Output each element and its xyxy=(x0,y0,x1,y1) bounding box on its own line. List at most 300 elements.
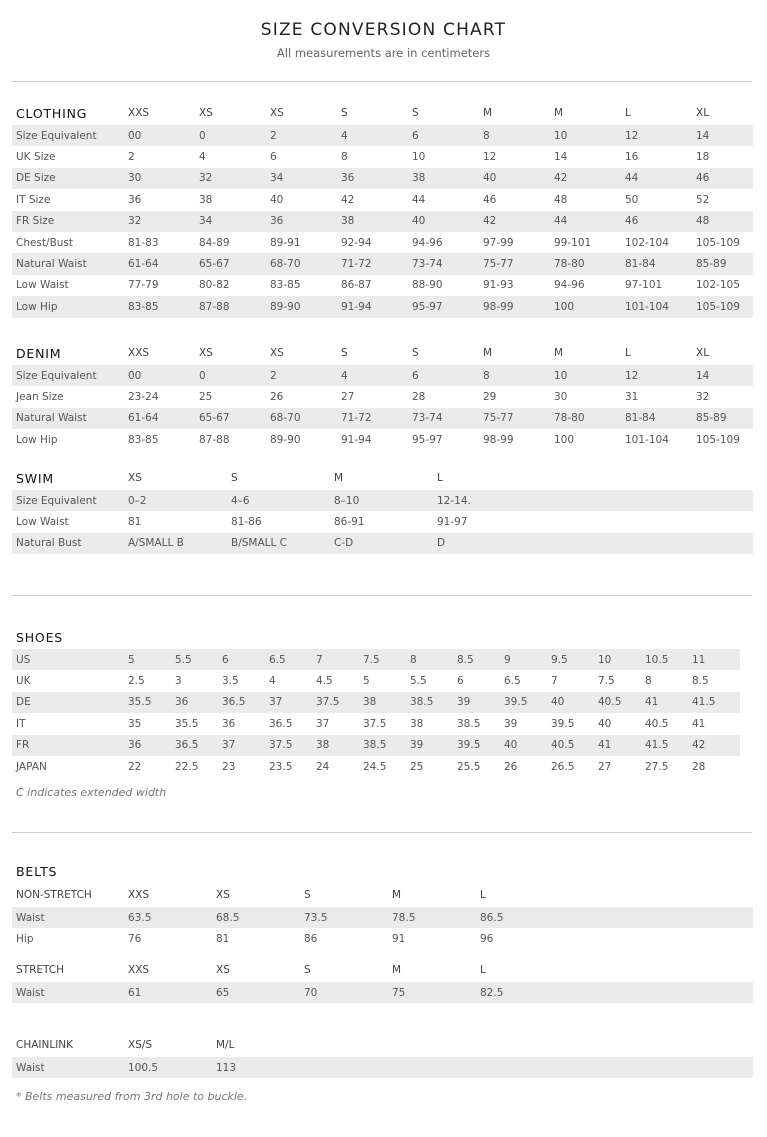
row-value: 37 xyxy=(218,735,265,756)
empty-cell xyxy=(300,859,388,883)
row-value: 6 xyxy=(457,675,464,688)
size-header: XS/S xyxy=(128,1039,153,1051)
row-value: 50 xyxy=(625,193,639,206)
table-row xyxy=(12,907,753,928)
empty-cell xyxy=(500,625,547,649)
row-label: Natural Bust xyxy=(12,533,124,554)
row-value: 38 xyxy=(410,717,424,730)
row-value: 81 xyxy=(128,516,142,529)
size-header: XS xyxy=(216,964,230,976)
row-value: 36 xyxy=(337,168,408,189)
size-header: L xyxy=(625,347,631,359)
row-value: 105-109 xyxy=(696,236,740,249)
row-value: 95-97 xyxy=(412,433,443,446)
row-value: 71-72 xyxy=(337,408,408,429)
row-value: 25.5 xyxy=(457,760,481,773)
size-header: S xyxy=(304,964,311,976)
empty-cell xyxy=(124,625,171,649)
row-value: 26.5 xyxy=(551,760,575,773)
row-value: 8–10 xyxy=(330,490,433,511)
size-header: XS xyxy=(216,889,230,901)
table-row xyxy=(12,982,753,1003)
row-value: 95-97 xyxy=(408,296,479,317)
row-value: 39 xyxy=(406,735,453,756)
empty-cell xyxy=(453,625,500,649)
row-value: 38 xyxy=(337,211,408,232)
row-value: 38.5 xyxy=(457,717,481,730)
empty-cell xyxy=(406,625,453,649)
divider xyxy=(12,595,752,596)
row-value: 37.5 xyxy=(265,735,312,756)
row-value: 38 xyxy=(408,168,479,189)
row-value: 30 xyxy=(554,391,568,404)
empty-cell xyxy=(476,859,753,883)
row-value: 4 xyxy=(199,151,206,164)
row-value: 12 xyxy=(621,365,692,386)
row-value: 102-104 xyxy=(625,236,669,249)
size-header: XXS xyxy=(128,347,150,359)
swim-table xyxy=(12,466,753,554)
row-value: 2 xyxy=(266,125,337,146)
size-header: M xyxy=(392,889,402,901)
row-value: 6 xyxy=(408,125,479,146)
divider xyxy=(12,81,752,82)
section-title: STRETCH xyxy=(16,964,65,976)
size-header: XS xyxy=(128,472,142,484)
row-value: 65-67 xyxy=(195,408,266,429)
row-value: 65-67 xyxy=(195,253,266,274)
row-value: 32 xyxy=(696,391,710,404)
empty-cell xyxy=(212,859,300,883)
empty-cell xyxy=(124,859,212,883)
empty-cell xyxy=(594,625,641,649)
row-value: 75-77 xyxy=(479,253,550,274)
row-value: 40.5 xyxy=(594,692,641,713)
row-value: 40 xyxy=(408,211,479,232)
row-value: 87-88 xyxy=(199,433,230,446)
row-value: 96 xyxy=(480,933,494,946)
row-value: 36 xyxy=(222,717,236,730)
row-value: 28 xyxy=(412,391,426,404)
table-row xyxy=(12,649,740,670)
row-label: IT xyxy=(16,717,26,730)
row-value: 32 xyxy=(124,211,195,232)
row-value: 38 xyxy=(199,193,213,206)
row-value: 41 xyxy=(641,692,688,713)
row-value: 42 xyxy=(479,211,550,232)
size-header: XL xyxy=(696,107,710,119)
row-value: D xyxy=(433,533,753,554)
row-value: 68-70 xyxy=(266,253,337,274)
row-value: 83-85 xyxy=(128,433,159,446)
row-value: 40 xyxy=(500,735,547,756)
row-value: 48 xyxy=(554,193,568,206)
row-value: 9.5 xyxy=(547,649,594,670)
row-value: B/SMALL C xyxy=(227,533,330,554)
row-value: 61-64 xyxy=(124,408,195,429)
table-row xyxy=(12,429,753,450)
table-row xyxy=(12,211,753,232)
row-value: 82.5 xyxy=(476,982,753,1003)
row-value: 4 xyxy=(337,125,408,146)
row-value: 36 xyxy=(266,211,337,232)
row-value: 7 xyxy=(551,675,558,688)
row-value: 36 xyxy=(171,692,218,713)
row-value: 38.5 xyxy=(359,735,406,756)
row-value: 40.5 xyxy=(547,735,594,756)
row-value: 0–2 xyxy=(124,490,227,511)
row-value: 86 xyxy=(304,933,318,946)
table-row xyxy=(12,168,753,189)
row-value: 2.5 xyxy=(128,675,145,688)
row-value: 73-74 xyxy=(408,253,479,274)
row-value: 00 xyxy=(124,365,195,386)
row-value: 75 xyxy=(388,982,476,1003)
row-value: 10 xyxy=(550,125,621,146)
row-value: 2 xyxy=(266,365,337,386)
row-value: 39 xyxy=(453,692,500,713)
row-value: 77-79 xyxy=(128,279,159,292)
size-header: M xyxy=(334,472,344,484)
table-row xyxy=(12,533,753,554)
row-value: 113 xyxy=(212,1057,753,1078)
size-header: M/L xyxy=(216,1039,235,1051)
row-label: UK Size xyxy=(16,151,56,164)
row-value: 89-90 xyxy=(270,433,301,446)
table-row xyxy=(12,275,753,296)
row-value: 4 xyxy=(337,365,408,386)
row-value: 100.5 xyxy=(124,1057,212,1078)
row-value: 36 xyxy=(128,193,142,206)
header-row xyxy=(12,101,753,125)
row-value: 38 xyxy=(359,692,406,713)
row-value: 94-96 xyxy=(554,279,585,292)
row-value: 105-109 xyxy=(696,433,740,446)
row-value: 6.5 xyxy=(504,675,521,688)
row-value: 94-96 xyxy=(412,236,443,249)
row-value: 00 xyxy=(124,125,195,146)
size-header: L xyxy=(437,472,443,484)
row-value: 86-87 xyxy=(341,279,372,292)
row-value: 27.5 xyxy=(645,760,669,773)
row-value: 12 xyxy=(483,151,497,164)
row-value: 26 xyxy=(270,391,284,404)
section-title: CLOTHING xyxy=(16,105,88,121)
row-value: 35.5 xyxy=(124,692,171,713)
size-header: S xyxy=(304,889,311,901)
row-value: 101-104 xyxy=(625,433,669,446)
row-label: IT Size xyxy=(16,193,51,206)
row-label: FR xyxy=(12,735,124,756)
row-value: 81-84 xyxy=(621,408,692,429)
shoes-table xyxy=(12,625,740,777)
belts-chainlink-table xyxy=(12,1033,753,1078)
row-label: Size Equivalent xyxy=(12,125,124,146)
size-header: XS xyxy=(199,107,213,119)
row-value: 8 xyxy=(341,151,348,164)
row-value: 46 xyxy=(621,211,692,232)
row-value: 35.5 xyxy=(175,717,199,730)
row-label: DE xyxy=(12,692,124,713)
row-value: 76 xyxy=(128,933,142,946)
row-value: 5.5 xyxy=(410,675,427,688)
row-value: 6 xyxy=(408,365,479,386)
row-value: 81-84 xyxy=(621,253,692,274)
row-value: 11 xyxy=(688,649,740,670)
section-title: SHOES xyxy=(16,629,64,645)
table-row xyxy=(12,408,753,429)
row-value: 6 xyxy=(218,649,265,670)
row-value: 38.5 xyxy=(406,692,453,713)
row-value: 39.5 xyxy=(453,735,500,756)
table-row xyxy=(12,189,753,210)
empty-cell xyxy=(218,625,265,649)
empty-cell xyxy=(547,625,594,649)
row-value: 36.5 xyxy=(171,735,218,756)
empty-cell xyxy=(171,625,218,649)
row-value: 10 xyxy=(594,649,641,670)
row-value: 9 xyxy=(500,649,547,670)
row-value: 8 xyxy=(479,365,550,386)
section-title: DENIM xyxy=(16,345,62,361)
table-row xyxy=(12,146,753,167)
empty-cell xyxy=(312,625,359,649)
size-header: L xyxy=(480,964,486,976)
row-label: Natural Waist xyxy=(12,253,124,274)
row-value: C-D xyxy=(330,533,433,554)
table-row xyxy=(12,928,753,949)
row-value: 41.5 xyxy=(641,735,688,756)
row-value: 44 xyxy=(621,168,692,189)
table-row xyxy=(12,386,753,407)
row-value: 89-91 xyxy=(270,236,301,249)
size-header: S xyxy=(231,472,238,484)
row-value: 85-89 xyxy=(692,253,753,274)
row-value: 6 xyxy=(270,151,277,164)
row-value: 3.5 xyxy=(222,675,239,688)
size-header: S xyxy=(341,107,348,119)
table-row xyxy=(12,253,753,274)
belts-non-stretch-table xyxy=(12,859,753,950)
table-row xyxy=(12,756,740,777)
row-value: 91 xyxy=(392,933,406,946)
row-value: 8 xyxy=(479,125,550,146)
row-value: 78-80 xyxy=(550,408,621,429)
row-value: 40 xyxy=(547,692,594,713)
size-header: S xyxy=(412,107,419,119)
row-value: 73.5 xyxy=(300,907,388,928)
row-value: 4 xyxy=(269,675,276,688)
row-value: 23.5 xyxy=(269,760,293,773)
row-value: 39.5 xyxy=(551,717,575,730)
row-value: 65 xyxy=(212,982,300,1003)
row-value: 98-99 xyxy=(479,296,550,317)
row-value: 37 xyxy=(265,692,312,713)
row-value: 81-86 xyxy=(231,516,262,529)
row-label: Waist xyxy=(12,982,124,1003)
row-label: Jean Size xyxy=(16,391,64,404)
row-value: 37 xyxy=(316,717,330,730)
row-value: 73-74 xyxy=(408,408,479,429)
row-value: 39 xyxy=(504,717,518,730)
row-value: 14 xyxy=(554,151,568,164)
row-value: 7 xyxy=(312,649,359,670)
row-value: 0 xyxy=(195,365,266,386)
row-value: 101-104 xyxy=(621,296,692,317)
row-label: Hip xyxy=(16,933,34,946)
empty-cell xyxy=(265,625,312,649)
size-header: M xyxy=(483,347,493,359)
row-value: 8.5 xyxy=(453,649,500,670)
row-label: Low Waist xyxy=(16,279,69,292)
row-value: 97-99 xyxy=(483,236,514,249)
size-header: XXS xyxy=(128,107,150,119)
row-value: 10 xyxy=(412,151,426,164)
row-value: 102-105 xyxy=(696,279,740,292)
size-header: S xyxy=(412,347,419,359)
size-header: XS xyxy=(270,107,284,119)
row-value: 10.5 xyxy=(641,649,688,670)
table-row xyxy=(12,511,753,532)
row-value: 39.5 xyxy=(500,692,547,713)
row-value: 4–6 xyxy=(227,490,330,511)
row-value: 78-80 xyxy=(550,253,621,274)
row-label: Waist xyxy=(12,1057,124,1078)
row-value: 6.5 xyxy=(265,649,312,670)
row-value: 44 xyxy=(412,193,426,206)
empty-cell xyxy=(688,625,740,649)
size-header: M xyxy=(483,107,493,119)
row-label: Chest/Bust xyxy=(16,236,74,249)
row-value: 87-88 xyxy=(195,296,266,317)
row-value: 31 xyxy=(625,391,639,404)
row-value: 52 xyxy=(696,193,710,206)
row-value: 12-14. xyxy=(433,490,753,511)
section-title: NON-STRETCH xyxy=(16,889,92,901)
row-value: 40 xyxy=(598,717,612,730)
row-value: 24 xyxy=(316,760,330,773)
denim-table xyxy=(12,341,753,451)
row-value: 7.5 xyxy=(598,675,615,688)
row-value: 42 xyxy=(550,168,621,189)
row-label: Low Waist xyxy=(16,516,69,529)
belts-note: * Belts measured from 3rd hole to buckle. xyxy=(16,1090,248,1103)
table-row xyxy=(12,1057,753,1078)
row-value: 23 xyxy=(222,760,236,773)
row-value: 91-97 xyxy=(437,516,468,529)
row-value: 26 xyxy=(504,760,518,773)
row-value: 32 xyxy=(195,168,266,189)
row-value: 99-101 xyxy=(554,236,592,249)
header-row xyxy=(12,341,753,365)
header-row xyxy=(12,625,740,649)
row-value: 18 xyxy=(696,151,710,164)
row-label: US xyxy=(12,649,124,670)
row-value: 91-93 xyxy=(483,279,514,292)
table-row xyxy=(12,713,740,734)
header-row xyxy=(12,958,753,982)
row-value: 75-77 xyxy=(479,408,550,429)
table-row xyxy=(12,365,753,386)
empty-cell xyxy=(359,625,406,649)
row-value: 5 xyxy=(363,675,370,688)
row-value: 41 xyxy=(692,717,706,730)
row-value: 12 xyxy=(621,125,692,146)
page-subtitle: All measurements are in centimeters xyxy=(276,46,491,60)
row-value: 48 xyxy=(692,211,753,232)
row-value: 5.5 xyxy=(171,649,218,670)
row-value: 84-89 xyxy=(199,236,230,249)
row-value: 38 xyxy=(312,735,359,756)
row-value: 10 xyxy=(550,365,621,386)
row-value: 81 xyxy=(216,933,230,946)
row-value: 4.5 xyxy=(316,675,333,688)
row-value: 16 xyxy=(625,151,639,164)
row-value: 68.5 xyxy=(212,907,300,928)
row-value: 8 xyxy=(645,675,652,688)
shoes-note: C indicates extended width xyxy=(16,786,167,799)
row-value: 97-101 xyxy=(625,279,663,292)
row-value: 36.5 xyxy=(218,692,265,713)
row-value: 61 xyxy=(124,982,212,1003)
row-value: 46 xyxy=(692,168,753,189)
row-value: 88-90 xyxy=(412,279,443,292)
size-header: XS xyxy=(199,347,213,359)
row-value: 5 xyxy=(124,649,171,670)
empty-cell xyxy=(641,625,688,649)
row-value: 86-91 xyxy=(334,516,365,529)
row-label: Natural Waist xyxy=(12,408,124,429)
row-value: 83-85 xyxy=(124,296,195,317)
row-value: 100 xyxy=(550,296,621,317)
row-value: 85-89 xyxy=(692,408,753,429)
table-row xyxy=(12,735,740,756)
row-value: 41 xyxy=(594,735,641,756)
header-row xyxy=(12,466,753,490)
row-value: 28 xyxy=(692,760,706,773)
row-value: 7.5 xyxy=(359,649,406,670)
row-label: Size Equivalent xyxy=(12,365,124,386)
row-value: 25 xyxy=(410,760,424,773)
row-value: 78.5 xyxy=(388,907,476,928)
row-value: A/SMALL B xyxy=(124,533,227,554)
page-title: SIZE CONVERSION CHART xyxy=(260,20,507,40)
row-value: 0 xyxy=(195,125,266,146)
table-row xyxy=(12,490,753,511)
row-value: 27 xyxy=(341,391,355,404)
row-value: 70 xyxy=(300,982,388,1003)
belts-stretch-table xyxy=(12,958,753,1003)
size-header: XS xyxy=(270,347,284,359)
row-value: 30 xyxy=(124,168,195,189)
row-label: DE Size xyxy=(12,168,124,189)
row-value: 40.5 xyxy=(645,717,669,730)
empty-cell xyxy=(388,859,476,883)
row-value: 89-90 xyxy=(266,296,337,317)
clothing-table xyxy=(12,101,753,318)
row-value: 68-70 xyxy=(266,408,337,429)
size-header: XXS xyxy=(128,964,150,976)
row-value: 42 xyxy=(341,193,355,206)
row-value: 86.5 xyxy=(476,907,753,928)
table-row xyxy=(12,232,753,253)
row-value: 37.5 xyxy=(312,692,359,713)
row-value: 8.5 xyxy=(692,675,709,688)
row-value: 24.5 xyxy=(363,760,387,773)
row-label: FR Size xyxy=(12,211,124,232)
row-value: 91-94 xyxy=(341,433,372,446)
row-value: 61-64 xyxy=(124,253,195,274)
